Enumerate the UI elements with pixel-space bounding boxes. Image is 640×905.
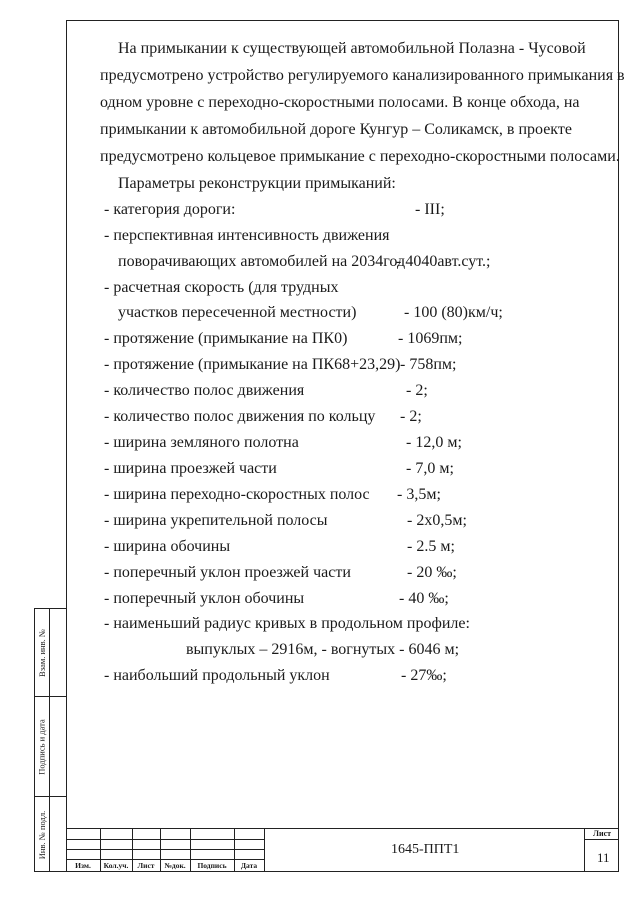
param-value: - 12,0 м; bbox=[406, 434, 462, 451]
vzam-label: Взам. инв. № bbox=[37, 629, 47, 677]
param-label: - категория дороги: bbox=[104, 201, 236, 218]
tb-header-data: Дата bbox=[240, 861, 258, 870]
param-value: - 4040авт.сут.; bbox=[396, 253, 491, 270]
param-value: - 7,0 м; bbox=[406, 460, 454, 477]
param-label: поворачивающих автомобилей на 2034год bbox=[118, 253, 406, 270]
param-label: - наименьший радиус кривых в продольном профиле: bbox=[104, 615, 470, 632]
intro-line-1: На примыкании к существующей автомобильной Полазна - Чусовой bbox=[118, 40, 586, 57]
param-value: - 40 ‰; bbox=[399, 590, 449, 607]
tb-header-list: Лист bbox=[137, 861, 155, 870]
param-label: - ширина переходно-скоростных полос bbox=[104, 486, 370, 503]
sheet-label: Лист bbox=[593, 829, 612, 838]
param-label: - поперечный уклон обочины bbox=[104, 590, 305, 607]
param-value: - 100 (80)км/ч; bbox=[404, 304, 503, 321]
param-label: - ширина укрепительной полосы bbox=[104, 512, 328, 529]
param-value: - 2.5 м; bbox=[407, 538, 455, 555]
param-label: - расчетная скорость (для трудных bbox=[104, 279, 339, 296]
param-label: - количество полос движения bbox=[104, 382, 305, 399]
param-label: - наибольший продольный уклон bbox=[104, 667, 330, 684]
intro-line-2: предусмотрено устройство регулируемого канализированного примыкания в bbox=[100, 67, 625, 84]
title-block bbox=[66, 828, 619, 872]
tb-line bbox=[584, 828, 585, 872]
param-value: - 758пм; bbox=[400, 356, 457, 373]
param-label: выпуклых – 2916м, - вогнутых - 6046 м; bbox=[186, 641, 460, 658]
tb-header-koluch: Кол.уч. bbox=[103, 861, 129, 870]
podpis-label: Подпись и дата bbox=[37, 719, 48, 775]
param-label: - ширина обочины bbox=[104, 538, 231, 555]
param-label: участков пересеченной местности) bbox=[118, 304, 357, 321]
param-value: - 2; bbox=[406, 382, 428, 399]
intro-line-5: предусмотрено кольцевое примыкание с переходно-скоростными полосами. bbox=[100, 148, 620, 165]
param-value: - 27‰; bbox=[401, 667, 447, 684]
param-label: - ширина проезжей части bbox=[104, 460, 277, 477]
tb-header-izm: Изм. bbox=[75, 861, 91, 870]
param-label: - протяжение (примыкание на ПК68+23,29) bbox=[104, 356, 401, 373]
param-label: - перспективная интенсивность движения bbox=[104, 227, 390, 244]
tb-line bbox=[66, 828, 619, 829]
param-value: - III; bbox=[415, 201, 445, 218]
param-label: - протяжение (примыкание на ПК0) bbox=[104, 330, 348, 347]
tb-header-podpis: Подпись bbox=[197, 861, 227, 870]
param-value: - 1069пм; bbox=[398, 330, 463, 347]
param-value: - 3,5м; bbox=[397, 486, 441, 503]
param-value: - 20 ‰; bbox=[407, 564, 457, 581]
param-label: - ширина земляного полотна bbox=[104, 434, 299, 451]
params-title: Параметры реконструкции примыканий: bbox=[118, 175, 396, 192]
intro-line-4: примыкании к автомобильной дороге Кунгур – Соликамск, в проекте bbox=[100, 121, 572, 138]
sheet-number: 11 bbox=[597, 850, 610, 865]
margin-stamp-strip bbox=[34, 608, 67, 872]
intro-line-3: одном уровне с переходно-скоростными полосами. В конце обхода, на bbox=[100, 94, 580, 111]
param-value: - 2; bbox=[400, 408, 422, 425]
tb-line bbox=[584, 839, 619, 840]
param-value: - 2х0,5м; bbox=[407, 512, 467, 529]
param-label: - поперечный уклон проезжей части bbox=[104, 564, 351, 581]
tb-header-ndok: №док. bbox=[164, 861, 186, 870]
param-label: - количество полос движения по кольцу bbox=[104, 408, 376, 425]
document-code: 1645-ППТ1 bbox=[391, 842, 460, 857]
inv-label: Инв. № подл. bbox=[37, 810, 47, 860]
tb-line bbox=[264, 828, 265, 872]
